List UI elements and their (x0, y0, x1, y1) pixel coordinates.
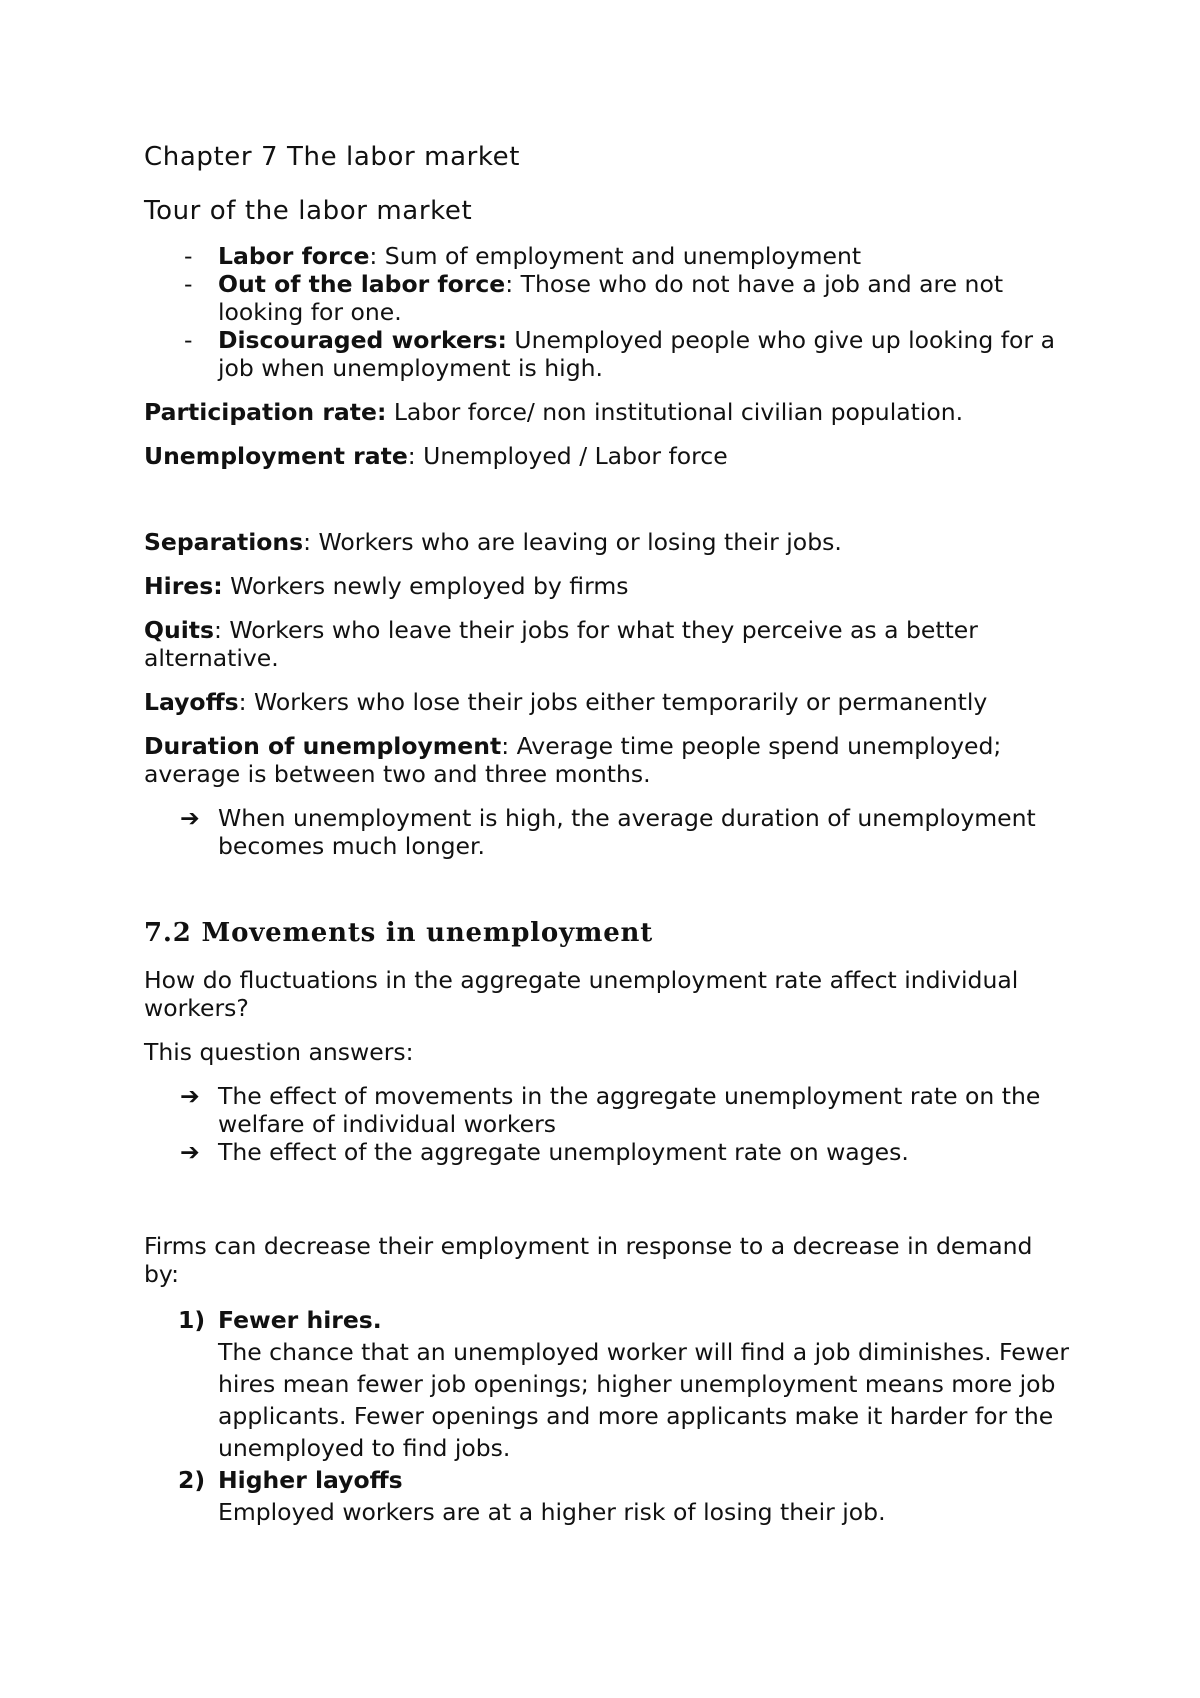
duration-note-list (144, 804, 1074, 860)
term: Discouraged workers: (218, 326, 507, 354)
term: Out of the labor force (218, 270, 506, 298)
term: Hires: (144, 572, 223, 600)
item-number: 1) (178, 1306, 206, 1334)
dash-bullet: - (184, 270, 193, 298)
term: Labor force (218, 242, 370, 270)
chapter-title: Chapter 7 The labor market (144, 142, 521, 172)
definition: : Workers who lose their jobs either temporarily or permanently (238, 688, 988, 716)
definition: : Workers who are leaving or losing their jobs. (303, 528, 842, 556)
arrow-bullet-icon: ➔ (180, 1082, 200, 1110)
list-item (144, 1082, 1074, 1138)
quits-paragraph (144, 616, 1074, 672)
list-item (144, 1138, 1074, 1166)
item-number: 2) (178, 1466, 206, 1494)
term: Duration of unemployment (144, 732, 502, 760)
firms-intro: Firms can decrease their employment in response to a decrease in demand by: (144, 1232, 1033, 1288)
term: Participation rate: (144, 398, 387, 426)
item-title: Fewer hires. (218, 1306, 382, 1334)
definition: Those who do not have a job and are not looking for one. (218, 270, 1004, 326)
separator: : (505, 270, 521, 298)
answers-list (144, 1082, 1074, 1166)
section-subtitle: Tour of the labor market (144, 196, 473, 226)
arrow-bullet-icon: ➔ (180, 804, 200, 832)
separator: : (369, 242, 385, 270)
answer-text: The effect of movements in the aggregate unemployment rate on the welfare of individual workers (218, 1082, 1041, 1138)
list-item (144, 1464, 1074, 1528)
definition: : Average time people spend unemployed; average is between two and three months. (144, 732, 1002, 788)
dash-bullet: - (184, 242, 193, 270)
term: Unemployment rate (144, 442, 408, 470)
list-item (144, 270, 1074, 326)
item-text: Employed workers are at a higher risk of losing their job. (218, 1498, 886, 1526)
list-item (144, 242, 1074, 270)
layoffs-paragraph (144, 688, 1074, 716)
unemployment-rate-paragraph (144, 442, 1074, 470)
section-heading: 7.2 Movements in unemployment (144, 918, 654, 948)
firm-actions-list (144, 1304, 1074, 1528)
participation-rate-paragraph (144, 398, 1074, 426)
document-page (144, 140, 1074, 1528)
definition: : Workers who leave their jobs for what they perceive as a better alternative. (144, 616, 978, 672)
item-title: Higher layoffs (218, 1466, 403, 1494)
arrow-bullet-icon: ➔ (180, 1138, 200, 1166)
note-text: When unemployment is high, the average duration of unemployment becomes much longer. (218, 804, 1036, 860)
definition: Workers newly employed by firms (222, 572, 629, 600)
hires-paragraph (144, 572, 1074, 600)
list-item (144, 804, 1074, 860)
term: Layoffs (144, 688, 239, 716)
answers-intro: This question answers: (144, 1038, 414, 1066)
definition: Sum of employment and unemployment (384, 242, 862, 270)
definition: Labor force/ non institutional civilian population. (386, 398, 964, 426)
definition: Unemployed people who give up looking for a job when unemployment is high. (218, 326, 1055, 382)
definitions-list (144, 242, 1074, 382)
item-text: The chance that an unemployed worker will find a job diminishes. Fewer hires mean fewer job openings; higher unemployment means more job applicants. Fewer openings and more applicants make it harder for the unemployed to find jobs. (218, 1338, 1070, 1462)
term: Quits (144, 616, 214, 644)
list-item (144, 1304, 1074, 1464)
answer-text: The effect of the aggregate unemployment rate on wages. (218, 1138, 909, 1166)
term: Separations (144, 528, 304, 556)
question-paragraph: How do fluctuations in the aggregate unemployment rate affect individual workers? (144, 966, 1019, 1022)
duration-paragraph (144, 732, 1074, 788)
definition: : Unemployed / Labor force (407, 442, 728, 470)
list-item (144, 326, 1074, 382)
dash-bullet: - (184, 326, 193, 354)
separations-paragraph (144, 528, 1074, 556)
